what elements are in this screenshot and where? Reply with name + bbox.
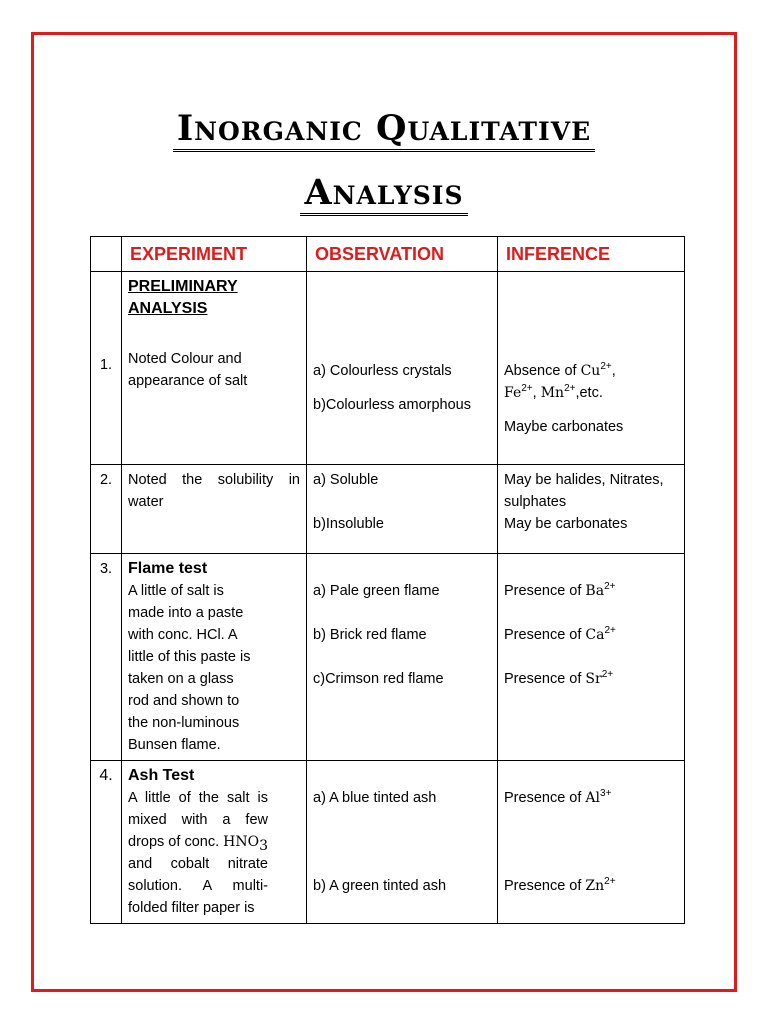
flame-test-heading: Flame test — [128, 560, 208, 577]
section-heading-2: ANALYSIS — [128, 300, 208, 317]
page-title: Inorganic Qualitative — [0, 108, 768, 149]
observation-a: a) A blue tinted ash — [313, 790, 437, 806]
table-row — [91, 761, 685, 924]
section-heading: PRELIMINARY — [128, 278, 238, 295]
inference-a: Absence of $Cu^{2+}$, $Fe^{2+}$, $Mn^{2+},etc$. — [504, 361, 616, 401]
inference-cell — [498, 761, 685, 924]
row-number — [91, 272, 122, 465]
inference-cell — [498, 554, 685, 761]
observation-b: b)Insoluble — [313, 516, 384, 532]
observation-cell — [307, 272, 498, 465]
observation-c: c)Crimson red flame — [313, 671, 444, 687]
analysis-table — [90, 236, 685, 924]
experiment-cell — [122, 761, 307, 924]
experiment-text: Noted Colour and appearance of salt — [128, 351, 248, 389]
table-row — [91, 465, 685, 554]
observation-cell — [307, 554, 498, 761]
header-experiment: EXPERIMENT — [122, 237, 307, 272]
row-number: 4. — [91, 761, 122, 924]
inference-cell — [498, 465, 685, 554]
experiment-cell — [122, 554, 307, 761]
observation-b: b) A green tinted ash — [313, 878, 447, 894]
inference-b: Presence of $Zn^{2+}$ — [504, 876, 616, 894]
inference-b: Presence of $Ca^{2+}$ — [504, 625, 616, 643]
inference-b: Maybe carbonates — [504, 419, 624, 435]
row-number: 3. — [91, 554, 122, 761]
inference-b: May be carbonates — [504, 516, 628, 532]
header-number — [91, 237, 122, 272]
experiment-cell: Noted the solubility in water — [122, 465, 307, 554]
table-row — [91, 272, 685, 465]
page-title-line2: Analysis — [0, 172, 768, 213]
observation-b: b) Brick red flame — [313, 627, 427, 643]
observation-a: a) Pale green flame — [313, 583, 440, 599]
table-header-row — [91, 237, 685, 272]
experiment-text: A little of salt is made into a paste with conc. HCl. A little of this paste is taken on a glass rod and shown to the non-luminous Bunsen flame. — [128, 583, 251, 753]
row-number: 2. — [91, 465, 122, 554]
observation-b: b)Colourless amorphous — [313, 397, 471, 413]
table-row — [91, 554, 685, 761]
observation-cell — [307, 761, 498, 924]
experiment-cell — [122, 272, 307, 465]
inference-a: May be halides, Nitrates, sulphates — [504, 472, 664, 510]
header-observation: OBSERVATION — [307, 237, 498, 272]
observation-a: a) Colourless crystals — [313, 363, 452, 379]
inference-c: Presence of $Sr^{2+}$ — [504, 669, 614, 687]
inference-a: Presence of $Ba^{2+}$ — [504, 581, 616, 599]
observation-cell — [307, 465, 498, 554]
observation-a: a) Soluble — [313, 472, 379, 488]
header-inference: INFERENCE — [498, 237, 685, 272]
experiment-text: A little of the salt is mixed with a few drops of conc. $HNO_3$ and cobalt nitrate solution. A multi-folded filter paper is — [128, 790, 268, 916]
row-number-text: 1. — [99, 357, 113, 373]
inference-cell — [498, 272, 685, 465]
inference-a: Presence of $Al^{3+}$ — [504, 788, 612, 806]
ash-test-heading: Ash Test — [128, 767, 195, 784]
